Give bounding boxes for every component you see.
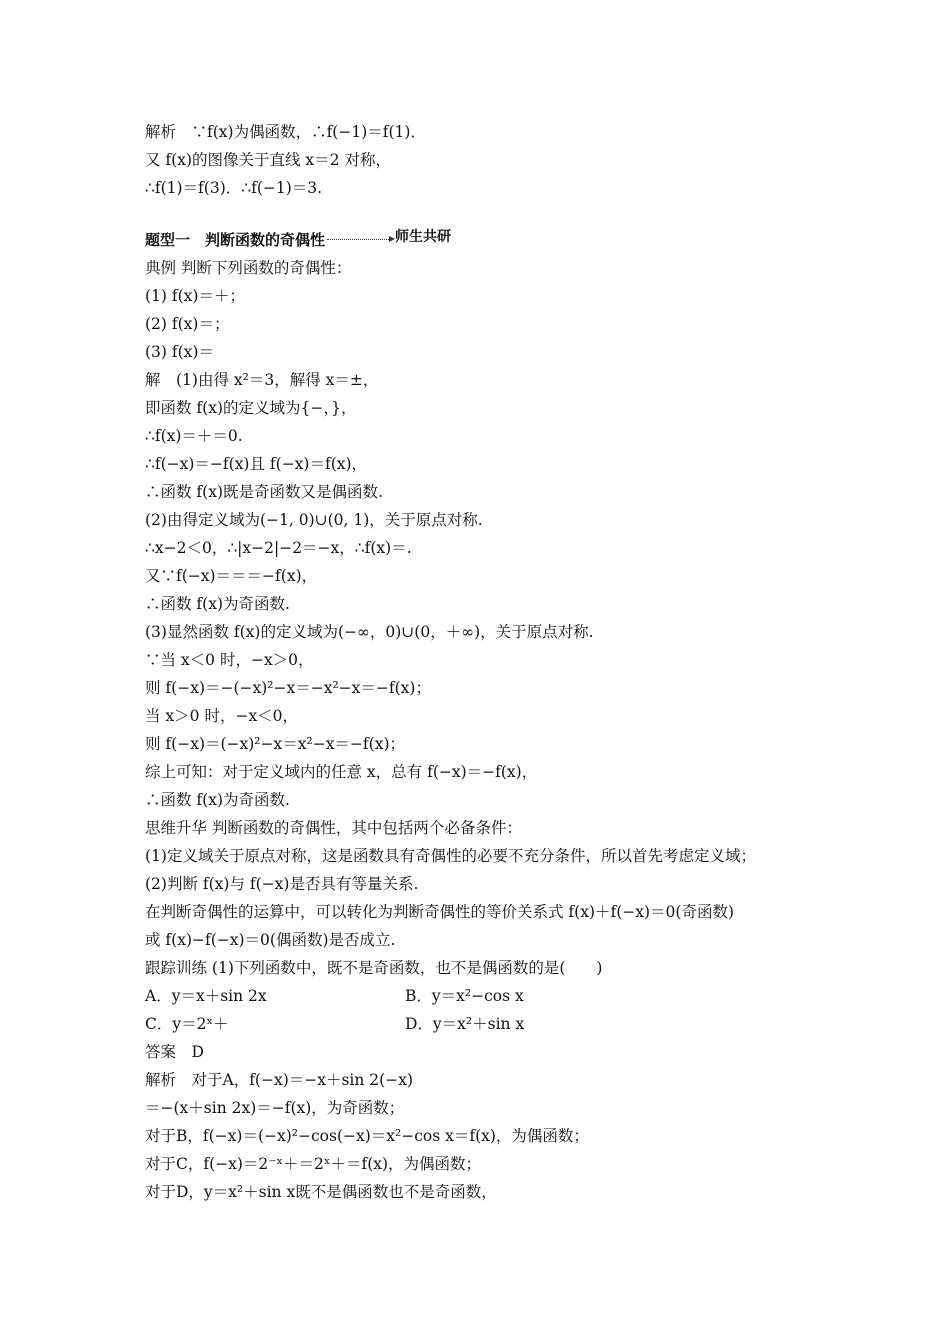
answer-line: 答案 D — [145, 1043, 204, 1061]
solution-line-13: 当 x＞0 时，−x＜0， — [145, 707, 299, 725]
thinking-line-3: (2)判断 f(x)与 f(−x)是否具有等量关系. — [145, 875, 419, 893]
practice-analysis-3: 对于B，f(−x)＝(−x)²−cos(−x)＝x²−cos x＝f(x)，为偶函数； — [145, 1127, 589, 1145]
solution-line-3: ∴f(x)＝＋＝0. — [145, 427, 243, 445]
solution-line-11: ∵当 x＜0 时，−x＞0， — [145, 651, 314, 669]
solution-line-7: ∴x−2＜0，∴|x−2|−2＝−x，∴f(x)＝. — [145, 539, 412, 557]
example-line-2: (1) f(x)＝＋； — [145, 287, 245, 305]
section-heading — [145, 226, 845, 254]
analysis-line-1: 解析 ∵f(x)为偶函数，∴f(−1)＝f(1)． — [145, 123, 426, 141]
solution-line-10: (3)显然函数 f(x)的定义域为(−∞，0)∪(0，＋∞)，关于原点对称. — [145, 623, 594, 641]
solution-line-2: 即函数 f(x)的定义域为{−，}， — [145, 399, 357, 417]
option-d: D．y＝x²＋sin x — [405, 1015, 525, 1033]
analysis-line-2: 又 f(x)的图像关于直线 x＝2 对称， — [145, 151, 391, 169]
solution-line-15: 综上可知：对于定义域内的任意 x，总有 f(−x)＝−f(x)， — [145, 763, 538, 781]
arrow-right-icon — [327, 239, 393, 240]
section-tag: 师生共研 — [395, 229, 452, 245]
practice-analysis-4: 对于C，f(−x)＝2⁻ˣ＋＝2ˣ＋＝f(x)，为偶函数； — [145, 1155, 482, 1173]
example-line-3: (2) f(x)＝； — [145, 315, 230, 333]
solution-line-8: 又∵f(−x)＝＝＝−f(x)， — [145, 567, 318, 585]
solution-line-14: 则 f(−x)＝(−x)²−x＝x²−x＝−f(x)； — [145, 735, 405, 753]
options-row-2 — [145, 1010, 845, 1038]
thinking-line-4: 在判断奇偶性的运算中，可以转化为判断奇偶性的等价关系式 f(x)＋f(−x)＝0(奇函数) — [145, 903, 735, 921]
example-line-1: 典例 判断下列函数的奇偶性： — [145, 259, 352, 277]
solution-line-5: ∴函数 f(x)既是奇函数又是偶函数. — [145, 483, 383, 501]
example-line-4: (3) f(x)＝ — [145, 343, 214, 361]
practice-analysis-5: 对于D，y＝x²＋sin x既不是偶函数也不是奇函数， — [145, 1183, 497, 1201]
options-row-1 — [145, 982, 845, 1010]
solution-line-16: ∴函数 f(x)为奇函数. — [145, 791, 290, 809]
solution-line-1: 解 (1)由得 x²＝3，解得 x＝±， — [145, 371, 379, 389]
solution-line-6: (2)由得定义域为(−1, 0)∪(0, 1)，关于原点对称. — [145, 511, 483, 529]
practice-question: 跟踪训练 (1)下列函数中，既不是奇函数，也不是偶函数的是( ) — [145, 959, 603, 977]
practice-analysis-2: ＝−(x＋sin 2x)＝−f(x)，为奇函数； — [145, 1099, 405, 1117]
option-a: A．y＝x＋sin 2x — [145, 987, 267, 1005]
solution-line-9: ∴函数 f(x)为奇函数. — [145, 595, 290, 613]
section-title: 题型一 判断函数的奇偶性 — [145, 231, 326, 249]
document-body — [145, 118, 845, 1206]
thinking-line-1: 思维升华 判断函数的奇偶性，其中包括两个必备条件： — [145, 819, 522, 837]
thinking-line-5: 或 f(x)−f(−x)＝0(偶函数)是否成立. — [145, 931, 396, 949]
analysis-line-3: ∴f(1)＝f(3)．∴f(−1)＝3. — [145, 179, 323, 197]
thinking-line-2: (1)定义域关于原点对称，这是函数具有奇偶性的必要不充分条件，所以首先考虑定义域； — [145, 847, 756, 865]
option-c: C．y＝2ˣ＋ — [145, 1015, 229, 1033]
practice-analysis-1: 解析 对于A，f(−x)＝−x＋sin 2(−x) — [145, 1071, 413, 1089]
option-b: B．y＝x²−cos x — [405, 987, 524, 1005]
spacer — [145, 202, 845, 226]
solution-line-12: 则 f(−x)＝−(−x)²−x＝−x²−x＝−f(x)； — [145, 679, 431, 697]
solution-line-4: ∴f(−x)＝−f(x)且 f(−x)＝f(x)， — [145, 455, 368, 473]
